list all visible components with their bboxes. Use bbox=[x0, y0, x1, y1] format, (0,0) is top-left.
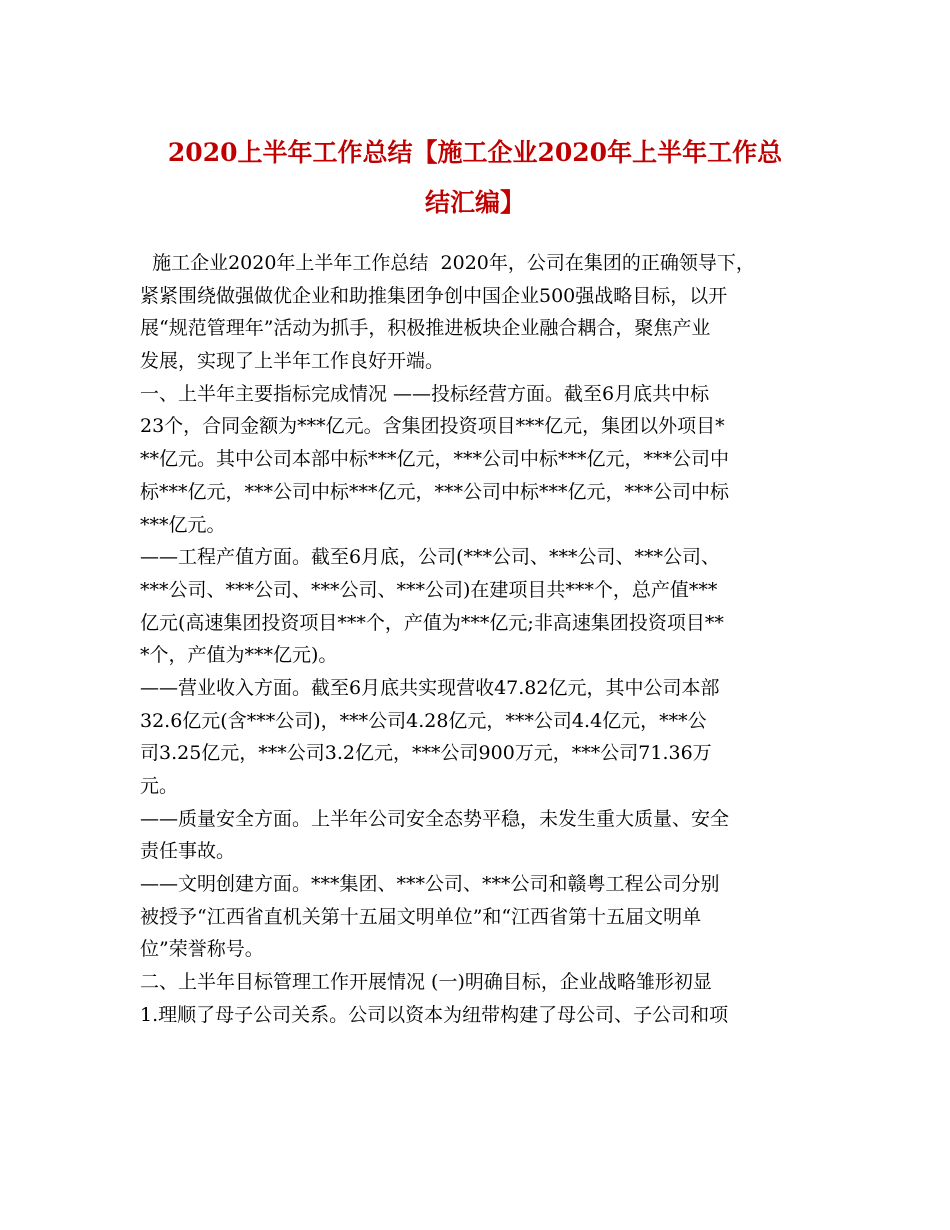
body-line: 标***亿元，***公司中标***亿元，***公司中标***亿元，***公司中标 bbox=[140, 480, 730, 503]
body-line: ***公司、***公司、***公司、***公司)在建项目共***个，总产值*** bbox=[140, 578, 718, 601]
body-line: ——文明创建方面。***集团、***公司、***公司和赣粤工程公司分别 bbox=[140, 873, 720, 896]
document-body bbox=[140, 247, 830, 1032]
body-line: *个，产值为***亿元)。 bbox=[140, 644, 338, 667]
title-line-2: 结汇编】 bbox=[424, 188, 525, 217]
body-line: 一、上半年主要指标完成情况 ——投标经营方面。截至6月底共中标 bbox=[140, 382, 710, 405]
body-line: 二、上半年目标管理工作开展情况 (一)明确目标，企业战略雏形初显 bbox=[140, 971, 712, 994]
body-line: ——营业收入方面。截至6月底共实现营收47.82亿元，其中公司本部 bbox=[140, 676, 720, 699]
body-line: 展“规范管理年”活动为抓手，积极推进板块企业融合耦合，聚焦产业 bbox=[140, 317, 711, 340]
body-line: ***亿元。 bbox=[140, 513, 226, 536]
body-line: 元。 bbox=[140, 775, 179, 797]
body-line: ——工程产值方面。截至6月底，公司(***公司、***公司、***公司、 bbox=[140, 546, 721, 569]
body-line: 司3.25亿元，***公司3.2亿元，***公司900万元，***公司71.36万 bbox=[140, 742, 712, 765]
body-line: ——质量安全方面。上半年公司安全态势平稳，未发生重大质量、安全 bbox=[140, 807, 730, 830]
body-line: 23个，合同金额为***亿元。含集团投资项目***亿元，集团以外项目* bbox=[140, 415, 725, 438]
body-line: 亿元(高速集团投资项目***个，产值为***亿元;非高速集团投资项目** bbox=[140, 611, 724, 634]
body-line: 责任事故。 bbox=[140, 840, 236, 863]
title-line-1: 2020上半年工作总结【施工企业2020年上半年工作总 bbox=[167, 138, 783, 167]
body-line: 1.理顺了母子公司关系。公司以资本为纽带构建了母公司、子公司和项 bbox=[140, 1003, 729, 1026]
body-line: 位”荣誉称号。 bbox=[140, 938, 264, 961]
body-line: **亿元。其中公司本部中标***亿元，***公司中标***亿元，***公司中 bbox=[140, 448, 730, 471]
body-line: 32.6亿元(含***公司)，***公司4.28亿元，***公司4.4亿元，***公 bbox=[140, 709, 707, 732]
document-title bbox=[100, 128, 850, 228]
body-line: 被授予“江西省直机关第十五届文明单位”和“江西省第十五届文明单 bbox=[140, 905, 702, 928]
body-line: 施工企业2020年上半年工作总结 2020年，公司在集团的正确领导下， bbox=[140, 252, 755, 274]
body-line: 发展，实现了上半年工作良好开端。 bbox=[140, 350, 445, 373]
body-line: 紧紧围绕做强做优企业和助推集团争创中国企业500强战略目标，以开 bbox=[140, 284, 728, 307]
